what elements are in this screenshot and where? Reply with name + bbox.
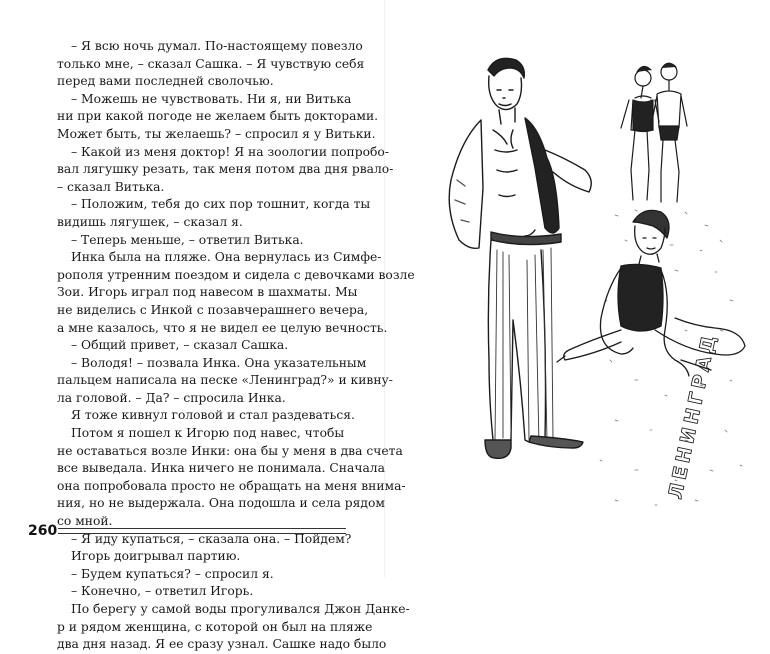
text-line: Инка была на пляже. Она вернулась из Симфе- bbox=[71, 250, 382, 265]
beach-illustration bbox=[385, 0, 770, 578]
text-line: – Конечно, – ответил Игорь. bbox=[71, 584, 254, 599]
text-line: ла головой. – Да? – спросила Инка. bbox=[57, 390, 286, 405]
text-line: Может быть, ты желаешь? – спросил я у Витьки. bbox=[57, 126, 376, 141]
text-line: пальцем написала на песке «Ленинград?» и кивну- bbox=[57, 373, 393, 388]
text-line: рополя утренним поездом и сидела с девочками возле bbox=[57, 267, 415, 282]
text-line: – Какой из меня доктор! Я на зоологии попробо- bbox=[71, 144, 389, 159]
text-line: – сказал Витька. bbox=[57, 179, 165, 194]
text-line: Игорь доигрывал партию. bbox=[71, 549, 241, 564]
text-line: – Я всю ночь думал. По-настоящему повезло bbox=[71, 39, 363, 53]
text-line: не оставаться возле Инки: она бы у меня в два счета bbox=[57, 443, 403, 458]
text-line: она попробовала просто не обращать на меня внима- bbox=[57, 478, 406, 493]
sand-inscription: ЛЕНИНГРАД bbox=[664, 330, 722, 502]
page-number: 260 bbox=[28, 523, 58, 539]
text-line: только мне, – сказал Сашка. – Я чувствую себя bbox=[57, 56, 365, 71]
text-line: – Я иду купаться, – сказала она. – Пойдем? bbox=[71, 531, 352, 546]
text-line: два дня назад. Я ее сразу узнал. Сашке надо было bbox=[57, 637, 387, 652]
text-line: – Общий привет, – сказал Сашка. bbox=[71, 338, 289, 353]
text-line: По берегу у самой воды прогуливался Джон Данке- bbox=[71, 602, 410, 616]
text-line: а мне казалось, что я не видел ее целую вечность. bbox=[57, 320, 388, 335]
text-line: – Теперь меньше, – ответил Витька. bbox=[71, 232, 304, 247]
footer-rule-second bbox=[58, 533, 346, 534]
text-line: Потом я пошел к Игорю под навес, чтобы bbox=[71, 426, 345, 441]
text-line: – Володя! – позвала Инка. Она указательным bbox=[71, 355, 367, 370]
text-line: Я тоже кивнул головой и стал раздеваться. bbox=[71, 408, 355, 423]
standing-man-figure bbox=[449, 58, 591, 458]
text-line: перед вами последней сволочью. bbox=[57, 74, 274, 89]
text-line: со мной. bbox=[57, 514, 113, 529]
text-line: – Положим, тебя до сих пор тошнит, когда ты bbox=[71, 197, 371, 212]
text-line: – Будем купаться? – спросил я. bbox=[71, 566, 274, 581]
text-line: ния, но не выдержала. Она подошла и села рядом bbox=[57, 496, 385, 511]
walking-couple-figure bbox=[621, 63, 687, 202]
text-line: все выведала. Инка ничего не понимала. Сначала bbox=[57, 461, 385, 476]
text-line: Зои. Игорь играл под навесом в шахматы. Мы bbox=[57, 285, 358, 300]
text-line: не виделись с Инкой с позавчерашнего вечера, bbox=[57, 302, 369, 317]
footer-rule bbox=[58, 528, 346, 529]
text-line: ни при какой погоде не желаем быть докторами. bbox=[57, 109, 379, 124]
text-line: – Можешь не чувствовать. Ни я, ни Витька bbox=[71, 91, 352, 106]
text-line: видишь лягушек, – сказал я. bbox=[57, 214, 243, 229]
text-line: вал лягушку резать, так меня потом два дня рвало- bbox=[57, 162, 394, 177]
text-line: р и рядом женщина, с которой он был на пляже bbox=[57, 619, 373, 634]
right-page bbox=[385, 0, 770, 578]
body-text bbox=[57, 38, 415, 654]
